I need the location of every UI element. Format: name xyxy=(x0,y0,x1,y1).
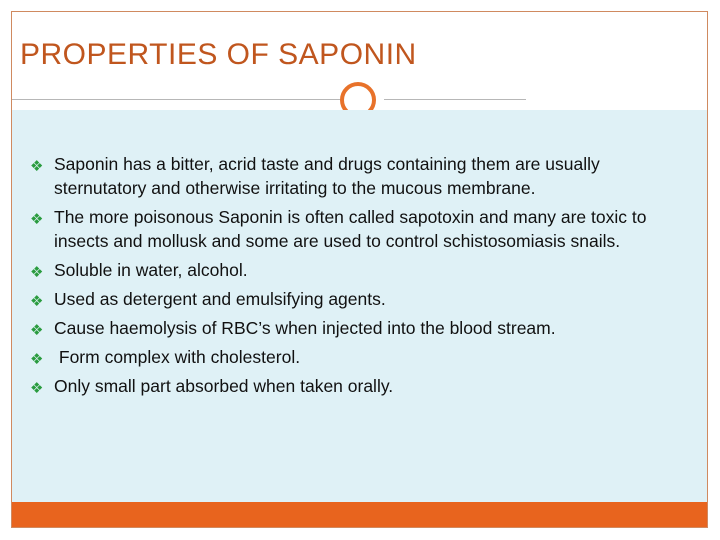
bullet-list xyxy=(12,152,692,403)
title-divider-right xyxy=(384,99,526,100)
bullet-text: The more poisonous Saponin is often called sapotoxin and many are toxic to insects and mollusk and some are used to control schistosomiasis snails. xyxy=(54,207,647,251)
bullet-item xyxy=(12,374,692,398)
bullet-text: Form complex with cholesterol. xyxy=(54,347,301,367)
bullet-item xyxy=(12,316,692,340)
diamond-bullet-icon: ❖ xyxy=(30,379,44,397)
footer-accent-bar xyxy=(12,502,707,527)
diamond-bullet-icon: ❖ xyxy=(30,292,44,310)
title-divider-left xyxy=(12,99,340,100)
bullet-item xyxy=(12,258,692,282)
bullet-item xyxy=(12,345,692,369)
diamond-bullet-icon: ❖ xyxy=(30,350,44,368)
bullet-text: Saponin has a bitter, acrid taste and drugs containing them are usually sternutatory and otherwise irritating to the mucous membrane. xyxy=(54,154,600,198)
bullet-item xyxy=(12,287,692,311)
content-panel xyxy=(12,110,707,502)
bullet-item xyxy=(12,152,692,200)
diamond-bullet-icon: ❖ xyxy=(30,321,44,339)
bullet-item xyxy=(12,205,692,253)
bullet-text: Cause haemolysis of RBC’s when injected into the blood stream. xyxy=(54,318,556,338)
diamond-bullet-icon: ❖ xyxy=(30,210,44,228)
bullet-text: Only small part absorbed when taken orally. xyxy=(54,376,394,396)
bullet-text: Used as detergent and emulsifying agents. xyxy=(54,289,386,309)
diamond-bullet-icon: ❖ xyxy=(30,157,44,175)
bullet-text: Soluble in water, alcohol. xyxy=(54,260,248,280)
diamond-bullet-icon: ❖ xyxy=(30,263,44,281)
slide-title: PROPERTIES OF SAPONIN xyxy=(20,38,417,71)
